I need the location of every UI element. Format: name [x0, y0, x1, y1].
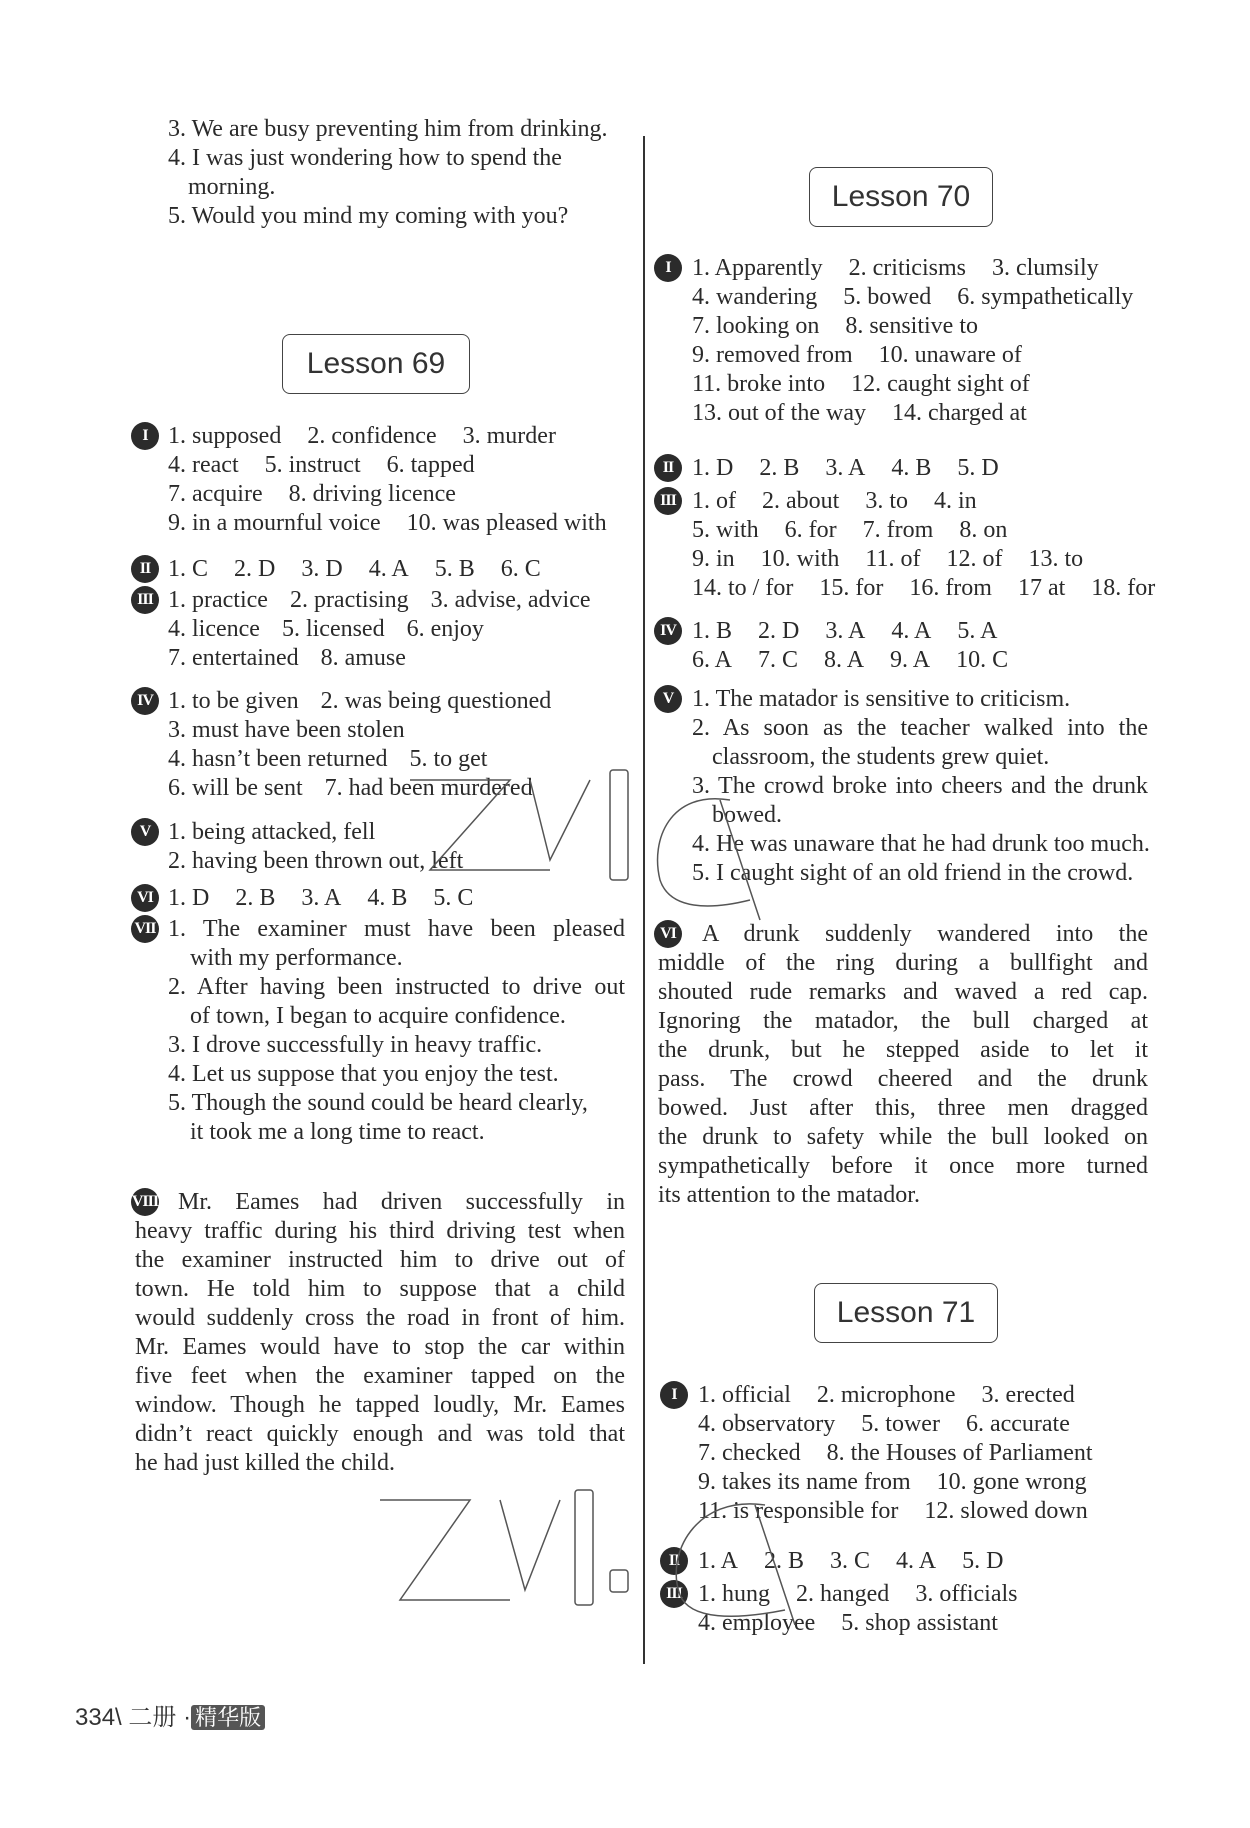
answer-item: 14. charged at	[891, 400, 1027, 426]
column-divider	[643, 136, 645, 1664]
answer-item: 4. B	[891, 455, 932, 481]
answer-line	[692, 398, 1027, 428]
section-number-badge: II	[654, 454, 682, 482]
text-line: five feet when the examiner tapped on the	[135, 1363, 625, 1389]
section-number-badge: VI	[131, 884, 159, 912]
answer-item: 6. tapped	[386, 452, 475, 478]
text-line: bowed.	[712, 802, 782, 828]
page-footer	[75, 1697, 265, 1732]
answer-item: 10. with	[760, 546, 840, 572]
text-line: the drunk, but he stepped aside to let it	[658, 1037, 1148, 1063]
answer-item: 6. for	[784, 517, 837, 543]
text-line: of town, I began to acquire confidence.	[190, 1003, 566, 1029]
text-line: its attention to the matador.	[658, 1182, 920, 1208]
section-number-badge: III	[131, 586, 159, 614]
answer-line	[168, 479, 456, 509]
answer-item: 13. out of the way	[692, 400, 866, 426]
text-line: 5. Though the sound could be heard clearly,	[168, 1090, 588, 1116]
answer-item: 2. was being questioned	[320, 688, 552, 714]
text-line: window. Though he tapped loudly, Mr. Eames	[135, 1392, 625, 1418]
answer-item: 10. gone wrong	[936, 1469, 1087, 1495]
answer-item: 3. erected	[981, 1382, 1075, 1408]
answer-line	[698, 1608, 998, 1638]
answer-item: 3. A	[825, 455, 866, 481]
answer-line	[698, 1579, 1018, 1609]
answer-item: 6. accurate	[965, 1411, 1070, 1437]
lesson-title-box: Lesson 71	[814, 1283, 998, 1343]
text-line: 3. I drove successfully in heavy traffic.	[168, 1032, 543, 1058]
answer-item: 1. of	[692, 488, 736, 514]
answer-item: 8. amuse	[320, 645, 406, 671]
page-number: 334	[75, 1704, 116, 1731]
answer-item: 7. entertained	[168, 645, 299, 671]
text-line: 2. After having been instructed to drive out	[168, 974, 625, 1000]
answer-line	[168, 715, 405, 745]
text-line: 3. We are busy preventing him from drinking.	[168, 116, 608, 142]
answer-line	[692, 340, 1022, 370]
answer-item: 5. D	[957, 455, 999, 481]
answer-item: 4. react	[168, 452, 239, 478]
answer-item: 3. C	[830, 1548, 871, 1574]
answer-item: 12. slowed down	[924, 1498, 1088, 1524]
answer-item: 2. confidence	[307, 423, 437, 449]
answer-line	[692, 515, 1007, 545]
answer-item: 1. to be given	[168, 688, 299, 714]
section-number-badge: I	[654, 254, 682, 282]
answer-item: 10. was pleased with	[406, 510, 607, 536]
answer-line	[692, 253, 1099, 283]
answer-item: 2. having been thrown out, left	[168, 848, 464, 874]
answer-item: 3. D	[301, 556, 343, 582]
answer-item: 8. A	[824, 647, 865, 673]
answer-item: 8. on	[959, 517, 1008, 543]
answer-line	[698, 1380, 1075, 1410]
answer-item: 14. to / for	[692, 575, 794, 601]
answer-item: 9. takes its name from	[698, 1469, 911, 1495]
section-number-badge: I	[131, 422, 159, 450]
lesson-title-box: Lesson 69	[282, 334, 470, 394]
answer-item: 18. for	[1091, 575, 1156, 601]
answer-item: 2. practising	[289, 587, 409, 613]
text-line: 2. As soon as the teacher walked into the	[692, 715, 1148, 741]
answer-item: 1. practice	[168, 587, 268, 613]
text-line: town. He told him to suppose that a child	[135, 1276, 625, 1302]
text-line: would suddenly cross the road in front of him.	[135, 1305, 625, 1331]
text-line: heavy traffic during his third driving test when	[135, 1218, 625, 1244]
answer-line	[168, 773, 533, 803]
answer-line	[692, 544, 1083, 574]
text-line: 1. The matador is sensitive to criticism.	[692, 686, 1071, 712]
answer-line	[692, 453, 999, 483]
text-line: 5. Would you mind my coming with you?	[168, 203, 569, 229]
answer-line	[692, 369, 1030, 399]
answer-line	[692, 645, 1008, 675]
answer-item: 2. B	[235, 885, 276, 911]
answer-item: 5. tower	[861, 1411, 940, 1437]
answer-item: 3. advise, advice	[430, 587, 591, 613]
text-line: middle of the ring during a bullfight and	[658, 950, 1148, 976]
text-line: shouted rude remarks and waved a red cap.	[658, 979, 1148, 1005]
answer-item: 4. employee	[698, 1610, 816, 1636]
answer-item: 1. official	[698, 1382, 791, 1408]
text-line: the drunk to safety while the bull looked on	[658, 1124, 1148, 1150]
answer-line	[168, 643, 406, 673]
answer-line	[698, 1438, 1093, 1468]
text-line: 1. The examiner must have been pleased	[168, 916, 625, 942]
section-number-badge: III	[654, 487, 682, 515]
text-line: the examiner instructed him to drive out of	[135, 1247, 625, 1273]
answer-item: 3. murder	[462, 423, 556, 449]
answer-item: 2. D	[234, 556, 276, 582]
answer-item: 11. is responsible for	[698, 1498, 899, 1524]
answer-line	[692, 311, 978, 341]
answer-item: 12. of	[946, 546, 1003, 572]
answer-line	[168, 450, 475, 480]
section-number-badge: VII	[131, 915, 159, 943]
section-number-badge: IV	[654, 617, 682, 645]
answer-item: 5. shop assistant	[841, 1610, 998, 1636]
answer-item: 9. removed from	[692, 342, 853, 368]
section-number-badge: III	[660, 1580, 688, 1608]
volume-label: 二册	[128, 1704, 177, 1731]
answer-item: 3. clumsily	[991, 255, 1099, 281]
text-line: 4. I was just wondering how to spend the	[168, 145, 562, 171]
text-line: with my performance.	[190, 945, 403, 971]
answer-item: 1. D	[692, 455, 734, 481]
answer-item: 5. licensed	[281, 616, 385, 642]
section-number-badge: VI	[654, 920, 682, 948]
answer-item: 10. C	[956, 647, 1009, 673]
watermark-3	[360, 1480, 660, 1620]
text-line: Mr. Eames would have to stop the car within	[135, 1334, 625, 1360]
answer-line	[692, 282, 1133, 312]
edition-tag: 精华版	[191, 1705, 265, 1730]
text-line: sympathetically before it once more turned	[658, 1153, 1148, 1179]
text-line: 5. I caught sight of an old friend in the crowd.	[692, 860, 1134, 886]
answer-item: 5. A	[957, 618, 998, 644]
text-line: pass. The crowd cheered and the drunk	[658, 1066, 1148, 1092]
text-line: didn’t react quickly enough and was told that	[135, 1421, 625, 1447]
answer-item: 1. D	[168, 885, 210, 911]
answer-item: 5. C	[433, 885, 474, 911]
answer-item: 11. broke into	[692, 371, 826, 397]
answer-item: 1. B	[692, 618, 733, 644]
footer-separator: \	[115, 1704, 122, 1731]
answer-item: 3. officials	[915, 1581, 1018, 1607]
text-line: Ignoring the matador, the bull charged at	[658, 1008, 1148, 1034]
answer-item: 6. sympathetically	[957, 284, 1134, 310]
answer-item: 6. will be sent	[168, 775, 303, 801]
answer-item: 5. bowed	[843, 284, 932, 310]
answer-item: 1. C	[168, 556, 209, 582]
answer-item: 3. A	[301, 885, 342, 911]
answer-item: 7. from	[862, 517, 934, 543]
answer-item: 7. had been murdered	[324, 775, 533, 801]
footer-dot: ·	[183, 1704, 192, 1731]
answer-line	[698, 1546, 1003, 1576]
answer-item: 1. being attacked, fell	[168, 819, 376, 845]
text-line: A drunk suddenly wandered into the	[702, 921, 1148, 947]
answer-item: 4. licence	[168, 616, 260, 642]
answer-item: 5. instruct	[264, 452, 361, 478]
answer-item: 8. driving licence	[288, 481, 456, 507]
text-line: 3. The crowd broke into cheers and the drunk	[692, 773, 1148, 799]
section-number-badge: II	[131, 555, 159, 583]
answer-line	[168, 744, 487, 774]
answer-item: 2. B	[764, 1548, 805, 1574]
answer-item: 3. A	[825, 618, 866, 644]
answer-item: 7. looking on	[692, 313, 820, 339]
answer-item: 16. from	[909, 575, 992, 601]
answer-item: 1. supposed	[168, 423, 282, 449]
section-number-badge: V	[654, 685, 682, 713]
answer-item: 5. D	[962, 1548, 1004, 1574]
answer-line	[692, 616, 997, 646]
answer-item: 6. enjoy	[406, 616, 484, 642]
answer-line	[168, 554, 541, 584]
answer-item: 2. about	[762, 488, 840, 514]
answer-line	[168, 421, 556, 451]
answer-item: 13. to	[1028, 546, 1084, 572]
answer-line	[692, 486, 977, 516]
section-number-badge: I	[660, 1381, 688, 1409]
text-line: 4. He was unaware that he had drunk too much.	[692, 831, 1150, 857]
answer-line	[698, 1467, 1087, 1497]
answer-line	[698, 1409, 1070, 1439]
answer-item: 2. microphone	[816, 1382, 956, 1408]
answer-item: 5. B	[434, 556, 475, 582]
answer-item: 7. C	[758, 647, 799, 673]
answer-item: 4. A	[891, 618, 932, 644]
answer-line	[168, 585, 591, 615]
answer-line	[698, 1496, 1088, 1526]
answer-item: 9. in	[692, 546, 735, 572]
answer-item: 8. the Houses of Parliament	[826, 1440, 1093, 1466]
text-line: it took me a long time to react.	[190, 1119, 485, 1145]
text-line: bowed. Just after this, three men dragged	[658, 1095, 1148, 1121]
answer-line	[168, 686, 551, 716]
answer-item: 7. checked	[698, 1440, 801, 1466]
section-number-badge: VIII	[131, 1188, 159, 1216]
section-number-badge: IV	[131, 687, 159, 715]
answer-item: 9. in a mournful voice	[168, 510, 381, 536]
answer-line	[168, 883, 473, 913]
answer-item: 4. wandering	[692, 284, 818, 310]
answer-item: 4. A	[896, 1548, 937, 1574]
answer-item: 11. of	[865, 546, 921, 572]
answer-item: 6. C	[500, 556, 541, 582]
answer-item: 1. hung	[698, 1581, 770, 1607]
answer-line	[168, 817, 375, 847]
answer-item: 2. criticisms	[848, 255, 966, 281]
answer-item: 10. unaware of	[878, 342, 1022, 368]
answer-item: 4. A	[368, 556, 409, 582]
text-line: Mr. Eames had driven successfully in	[178, 1189, 625, 1215]
answer-item: 1. Apparently	[692, 255, 823, 281]
text-line: morning.	[188, 174, 276, 200]
answer-item: 6. A	[692, 647, 733, 673]
answer-item: 4. in	[934, 488, 977, 514]
answer-item: 3. must have been stolen	[168, 717, 405, 743]
answer-item: 3. to	[865, 488, 908, 514]
answer-item: 1. A	[698, 1548, 739, 1574]
answer-item: 15. for	[819, 575, 884, 601]
answer-item: 9. A	[890, 647, 931, 673]
answer-item: 17 at	[1017, 575, 1066, 601]
answer-item: 12. caught sight of	[851, 371, 1030, 397]
answer-item: 2. hanged	[796, 1581, 890, 1607]
text-line: he had just killed the child.	[135, 1450, 395, 1476]
answer-item: 5. with	[692, 517, 759, 543]
answer-item: 5. to get	[409, 746, 488, 772]
answer-item: 2. D	[758, 618, 800, 644]
answer-item: 8. sensitive to	[845, 313, 978, 339]
answer-line	[168, 846, 463, 876]
section-number-badge: II	[660, 1547, 688, 1575]
answer-item: 2. B	[759, 455, 800, 481]
answer-item: 7. acquire	[168, 481, 263, 507]
answer-line	[692, 573, 1155, 603]
section-number-badge: V	[131, 818, 159, 846]
answer-line	[168, 614, 484, 644]
answer-item: 4. observatory	[698, 1411, 836, 1437]
text-line: 4. Let us suppose that you enjoy the test.	[168, 1061, 559, 1087]
answer-item: 4. hasn’t been returned	[168, 746, 388, 772]
answer-item: 4. B	[367, 885, 408, 911]
text-line: classroom, the students grew quiet.	[712, 744, 1050, 770]
answer-line	[168, 508, 607, 538]
lesson-title-box: Lesson 70	[809, 167, 993, 227]
